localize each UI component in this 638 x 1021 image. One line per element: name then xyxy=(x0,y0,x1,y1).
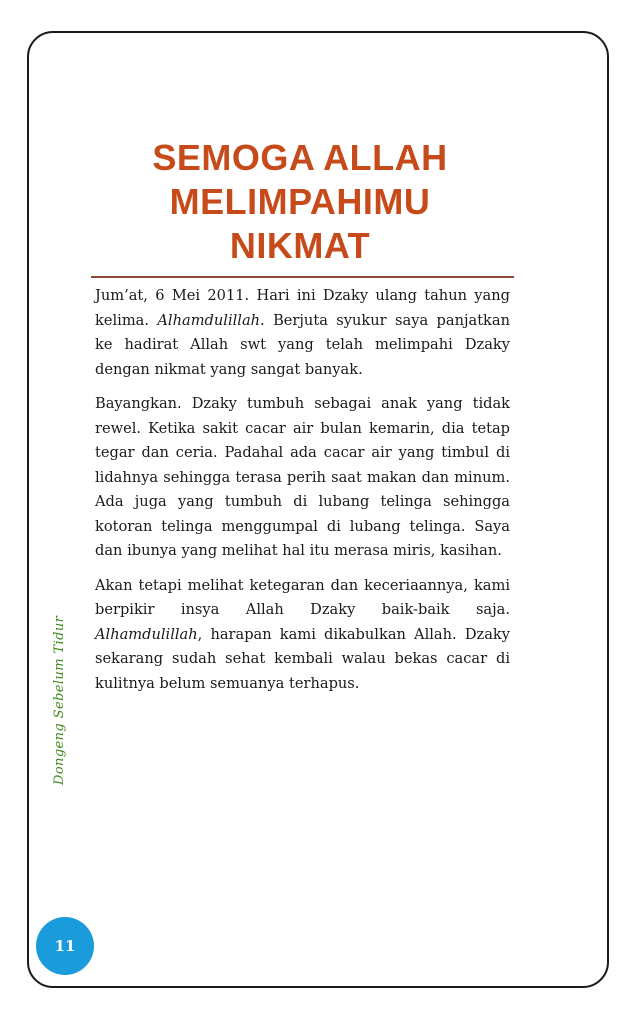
paragraph-1-emphasis: Alhamdulillah xyxy=(157,311,261,329)
paragraph-1-text-a: Jum’at, 6 Mei 2011. Hari ini Dzaky ulang tahun yang kelima. xyxy=(95,287,510,329)
paragraph-3-text-c: , harapan kami dikabulkan Allah. Dzaky sekarang sudah sehat kembali walau bekas cacar di kulitnya belum semuanya terhapus. xyxy=(95,625,510,692)
chapter-title xyxy=(90,136,510,268)
book-title-caption: Dongeng Sebelum Tidur xyxy=(52,615,67,785)
paragraph-3 xyxy=(95,574,510,697)
chapter-title-line-1: SEMOGA ALLAH xyxy=(152,137,448,178)
page-number-badge: 11 xyxy=(36,917,94,975)
chapter-title-line-2: MELIMPAHIMU xyxy=(169,181,431,222)
paragraph-3-text-a: Akan tetapi melihat ketegaran dan keceriaannya, kami berpikir insya Allah Dzaky baik-baik saja. xyxy=(95,576,510,618)
paragraph-2: Bayangkan. Dzaky tumbuh sebagai anak yang tidak rewel. Ketika sakit cacar air bulan kemarin, dia tetap tegar dan ceria. Padahal ada cacar air yang timbul di lidahnya sehingga terasa perih saat makan dan minum. Ada juga yang tumbuh di lubang telinga sehingga kotoran telinga menggumpal di lubang telinga. Saya dan ibunya yang melihat hal itu merasa miris, kasihan. xyxy=(95,395,510,559)
title-divider xyxy=(91,276,514,278)
paragraph-1-text-c: . Berjuta syukur saya panjatkan ke hadirat Allah swt yang telah melimpahi Dzaky dengan nikmat yang sangat banyak. xyxy=(95,311,511,378)
chapter-title-line-3: NIKMAT xyxy=(229,225,371,266)
body-text xyxy=(95,284,510,706)
paragraph-1 xyxy=(95,284,510,382)
paragraph-3-emphasis: Alhamdulillah xyxy=(95,625,198,643)
